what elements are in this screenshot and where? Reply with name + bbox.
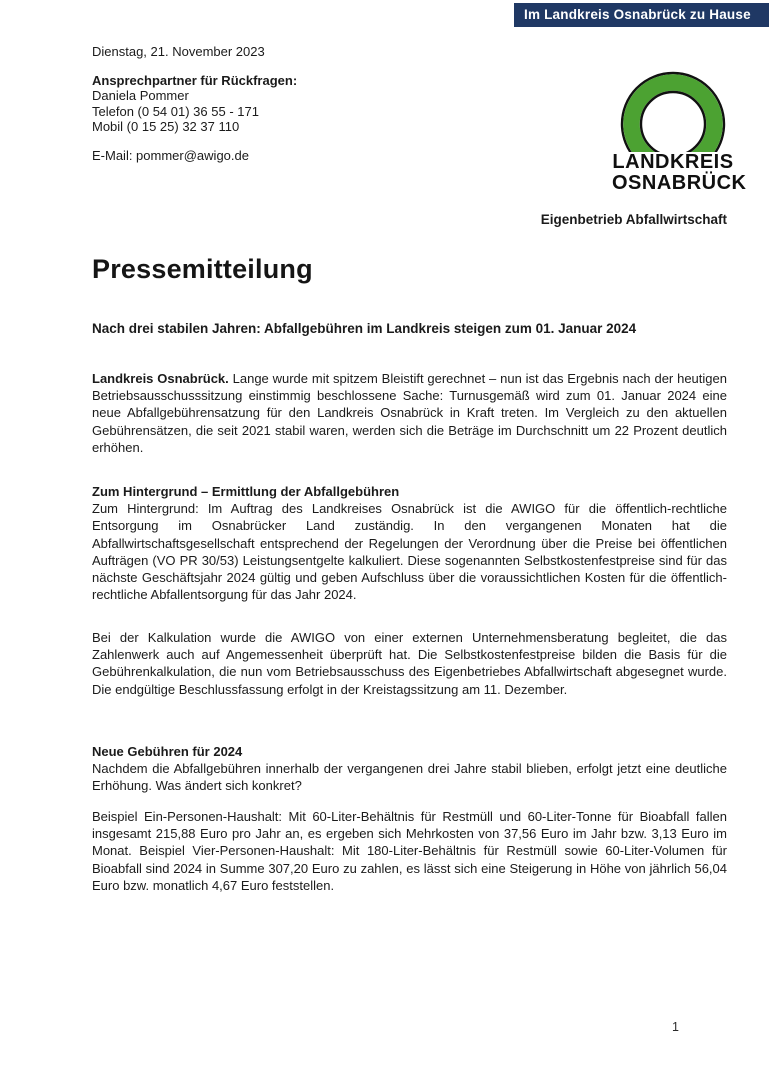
section-background-paragraph-2: Bei der Kalkulation wurde die AWIGO von einer externen Unternehmensberatung begleitet, die das Zahlenwerk auch auf Angemessenheit überprüft hat. Die Selbstkostenfestpreise bilden die Basis für die Gebührenkalkulation, die nun vom Betriebsausschuss des Eigenbetriebes Abfallwirtschaft abgesegnet wurde. Die endgültige Beschlussfassung erfolgt in der Kreistagssitzung am 11. Dezember. xyxy=(92,630,727,697)
logo-line-1: LANDKREIS xyxy=(612,151,734,173)
department-line: Eigenbetrieb Abfallwirtschaft xyxy=(540,212,727,227)
contact-name: Daniela Pommer xyxy=(92,88,189,104)
contact-block xyxy=(92,73,297,163)
intro-text: Lange wurde mit spitzem Bleistift gerechnet – nun ist das Ergebnis nach der heutigen Betriebsausschusssitzung einstimmig beschlossene Sache: Turnusgemäß wird zum 01. Januar 2024 eine neue Abfallgebührensatzung für den Landkreis Osnabrück in Kraft treten. Im Vergleich zu den aktuellen Gebührensätzen, die seit 2021 stabil waren, werden sich die Beträge im Durchschnitt um 22 Prozent deutlich erhöhen. xyxy=(92,371,727,455)
page-title: Pressemitteilung xyxy=(92,254,313,284)
logo-line-2: OSNABRÜCK xyxy=(612,172,747,194)
contact-mobile: Mobil (0 15 25) 32 37 110 xyxy=(92,118,240,134)
banner-text: Im Landkreis Osnabrück zu Hause xyxy=(524,7,751,22)
contact-label: Ansprechpartner für Rückfragen: xyxy=(92,73,298,88)
section-new-fees xyxy=(92,743,727,795)
landkreis-osnabrueck-logo xyxy=(612,70,747,194)
section-new-fees-heading: Neue Gebühren für 2024 xyxy=(92,744,243,759)
contact-email: E-Mail: pommer@awigo.de xyxy=(92,148,249,164)
intro-lead: Landkreis Osnabrück. xyxy=(92,371,229,386)
section-new-fees-paragraph-2: Beispiel Ein-Personen-Haushalt: Mit 60-Liter-Behältnis für Restmüll und 60-Liter-Tonne für Bioabfall fallen insgesamt 215,88 Euro pro Jahr an, es ergeben sich Mehrkosten von 37,56 Euro im Jahr bzw. 3,13 Euro im Monat. Beispiel Vier-Personen-Haushalt: Mit 180-Liter-Behältnis für Restmüll sowie 60-Liter-Volumen für Bioabfall sind 2024 in Summe 307,20 Euro zu zahlen, es lässt sich eine Steigerung in Höhe von jährlich 56,04 Euro bzw. monatlich 4,67 Euro feststellen. xyxy=(92,809,727,893)
section-background-heading: Zum Hintergrund – Ermittlung der Abfallgebühren xyxy=(92,484,400,499)
section-new-fees-paragraph-1: Nachdem die Abfallgebühren innerhalb der vergangenen drei Jahre stabil blieben, erfolgt jetzt eine deutliche Erhöhung. Was ändert sich konkret? xyxy=(92,761,727,794)
page-number: 1 xyxy=(672,1020,679,1034)
header-banner xyxy=(514,3,769,27)
section-background-paragraph-1: Zum Hintergrund: Im Auftrag des Landkreises Osnabrück ist die AWIGO für die öffentlich-rechtliche Entsorgung im Osnabrücker Land zuständig. In den vergangenen Monaten hat die Abfallwirtschaftsgesellschaft entsprechend der Regelungen der Verordnung über die Preise bei öffentlichen Aufträgen (VO PR 30/53) Leistungsentgelte kalkuliert. Diese sogenannten Selbstkostenfestpreise sind für das nächste Geschäftsjahr 2024 gültig und geben Aufschluss über die voraussichtlichen Kosten für die öffentlich-rechtliche Abfallentsorgung für das Jahr 2024. xyxy=(92,501,727,603)
subject-line: Nach drei stabilen Jahren: Abfallgebühren im Landkreis steigen zum 01. Januar 2024 xyxy=(92,321,637,336)
section-background xyxy=(92,483,727,603)
date-line: Dienstag, 21. November 2023 xyxy=(92,44,265,59)
contact-phone: Telefon (0 54 01) 36 55 - 171 xyxy=(92,103,259,119)
logo-wordmark xyxy=(612,151,747,194)
intro-paragraph xyxy=(92,370,727,456)
